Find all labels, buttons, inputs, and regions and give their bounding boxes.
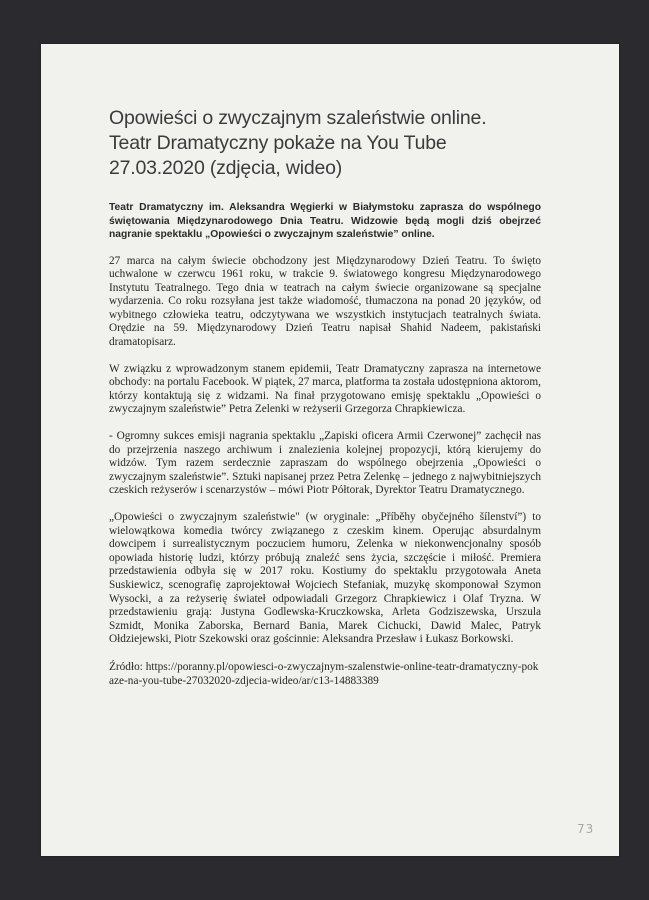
source-citation: Źródło: https://poranny.pl/opowiesci-o-zwyczajnym-szalenstwie-online-teatr-dramatyczny-pokaze-na-you-tube-27032020-zdjecia-wideo/ar/c13-14883389 — [109, 660, 539, 687]
title-line: Opowieści o zwyczajnym szaleństwie online. — [109, 107, 487, 129]
article-paragraph: W związku z wprowadzonym stanem epidemii, Teatr Dramatyczny zaprasza na internetowe obchody: na portalu Facebook. W piątek, 27 marca, platforma ta została udostępniona aktorom, którzy kontaktują się z widzami. Na finał przygotowano emisję spektaklu „Opowieści o zwyczajnym szaleństwie” Petra Zelenki w reżyserii Grzegorza Chrapkiewicza. — [109, 362, 541, 416]
article-paragraph: 27 marca na całym świecie obchodzony jest Międzynarodowy Dzień Teatru. To święto uchwalone w czerwcu 1961 roku, w trakcie 9. światowego kongresu Międzynarodowego Instytutu Teatralnego. Tego dnia w teatrach na całym świecie organizowane są specjalne wydarzenia. Co roku rozsyłana jest także wiadomość, tłumaczona na ponad 20 języków, od wybitnego człowieka teatru, odczytywana we wszystkich instytucjach teatralnych świata. Orędzie na 59. Międzynarodowy Dzień Teatru napisał Shahid Nadeem, pakistański dramatopisarz. — [109, 254, 541, 349]
article — [109, 106, 541, 688]
article-title — [109, 106, 541, 181]
article-paragraph: „Opowieści o zwyczajnym szaleństwie" (w oryginale: „Příběhy obyčejného šílenství”) to wielowątkowa komedia twórcy związanego z czeskim kinem. Operując absurdalnym dowcipem i surrealistycznym poczuciem humoru, Zelenka w niekonwencjonalny sposób opowiada historię ludzi, którzy próbują znaleźć sens życia, szczęście i miłość. Premiera przedstawienia odbyła się w 2017 roku. Kostiumy do spektaklu przygotowała Aneta Suskiewicz, scenografię zaprojektował Wojciech Stefaniak, muzykę skomponował Szymon Wysocki, a za reżyserię świateł odpowiadali Grzegorz Chrapkiewicz i Olaf Tryzna. W przedstawieniu grają: Justyna Godlewska-Kruczkowska, Arleta Godziszewska, Urszula Szmidt, Monika Zaborska, Bernard Bania, Marek Cichucki, Dawid Malec, Patryk Ołdziejewski, Piotr Szekowski oraz gościnnie: Aleksandra Przesław i Łukasz Borkowski. — [109, 511, 541, 646]
document-page — [41, 44, 619, 856]
title-line: Teatr Dramatyczny pokaże na You Tube — [109, 132, 447, 154]
article-lead: Teatr Dramatyczny im. Aleksandra Węgierki w Białymstoku zaprasza do wspólnego świętowania Międzynarodowego Dnia Teatru. Widzowie będą mogli dziś obejrzeć nagranie spektaklu „Opowieści o zwyczajnym szaleństwie” online. — [109, 202, 541, 240]
handwritten-page-number: 73 — [577, 822, 595, 836]
article-paragraph: - Ogromny sukces emisji nagrania spektaklu „Zapiski oficera Armii Czerwonej” zachęcił nas do przejrzenia naszego archiwum i znalezienia kolejnej propozycji, którą kierujemy do widzów. Tym razem serdecznie zapraszam do wspólnego obejrzenia „Opowieści o zwyczajnym szaleństwie”. Sztuki napisanej przez Petra Zelenkę – jednego z najwybitniejszych czeskich reżyserów i scenarzystów – mówi Piotr Półtorak, Dyrektor Teatru Dramatycznego. — [109, 430, 541, 497]
title-line: 27.03.2020 (zdjęcia, wideo) — [109, 157, 343, 179]
